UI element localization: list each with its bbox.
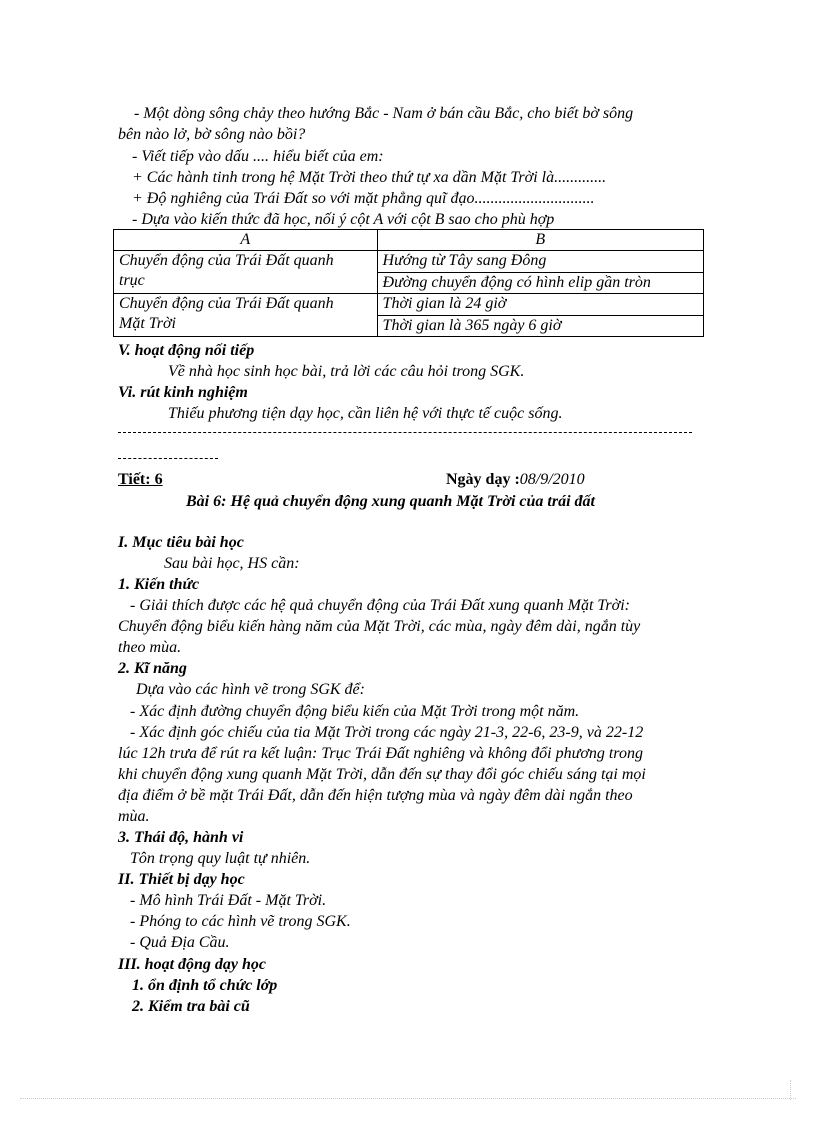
- column-b-header: B: [377, 230, 703, 251]
- column-b-cell: Thời gian là 365 ngày 6 giờ: [377, 315, 703, 337]
- knowledge-line: - Giải thích được các hệ quả chuyển động của Trái Đất xung quanh Mặt Trời:: [130, 597, 630, 614]
- skills-heading: 2. Kĩ năng: [118, 660, 187, 677]
- skills-line: - Xác định góc chiếu của tia Mặt Trời trong các ngày 21-3, 22-6, 23-9, và 22-12: [130, 724, 644, 741]
- question-1-line-2: bên nào lở, bờ sông nào bồi?: [118, 126, 306, 143]
- column-a-header: A: [114, 230, 378, 251]
- section-vi-text: Thiếu phương tiện dạy học, cần liên hệ với thực tế cuộc sống.: [168, 405, 563, 422]
- table-row: [114, 294, 704, 316]
- equipment-line: - Phóng to các hình vẽ trong SGK.: [130, 913, 351, 930]
- question-3: - Dựa vào kiến thức đã học, nối ý cột A với cột B sao cho phù hợp: [132, 211, 555, 228]
- page-footer-border: [20, 1098, 796, 1099]
- dashed-divider: [118, 432, 692, 433]
- skills-line: mùa.: [118, 808, 150, 825]
- knowledge-heading: 1. Kiến thức: [118, 576, 200, 593]
- page-corner-border: [790, 1080, 791, 1100]
- table-row: [114, 251, 704, 273]
- equipment-heading: II. Thiết bị dạy học: [118, 871, 245, 888]
- cell-line: Mặt Trời: [119, 315, 176, 332]
- column-b-cell: Hướng từ Tây sang Đông: [377, 251, 703, 273]
- question-2b: + Độ nghiêng của Trái Đất so với mặt phẳng quĩ đạo..............................: [132, 190, 595, 207]
- skills-line: khi chuyển động xung quanh Mặt Trời, dẫn đến sự thay đổi góc chiếu sáng tại mọi: [118, 766, 646, 783]
- objectives-intro: Sau bài học, HS cần:: [164, 555, 300, 572]
- question-1-line-1: - Một dòng sông chảy theo hướng Bắc - Nam ở bán cầu Bắc, cho biết bờ sông: [134, 105, 634, 122]
- equipment-line: - Quả Địa Cầu.: [130, 934, 230, 951]
- cell-line: trục: [119, 272, 145, 289]
- question-2a: + Các hành tinh trong hệ Mặt Trời theo thứ tự xa dần Mặt Trời là.............: [132, 169, 607, 186]
- question-2: - Viết tiếp vào dấu .... hiểu biết của em:: [132, 148, 384, 165]
- knowledge-line: Chuyển động biểu kiến hàng năm của Mặt Trời, các mùa, ngày đêm dài, ngắn tùy: [118, 618, 641, 635]
- skills-line: lúc 12h trưa để rút ra kết luận: Trục Trái Đất nghiêng và không đổi phương trong: [118, 745, 643, 762]
- column-a-cell: [114, 251, 378, 294]
- activities-step-2: 2. Kiểm tra bài cũ: [132, 998, 250, 1015]
- matching-table: [113, 229, 704, 337]
- skills-line: Dựa vào các hình vẽ trong SGK để:: [136, 681, 365, 698]
- activities-step-1: 1. ổn định tổ chức lớp: [132, 977, 278, 994]
- skills-line: địa điểm ở bề mặt Trái Đất, dẫn đến hiện tượng mùa và ngày đêm dài ngắn theo: [118, 787, 633, 804]
- attitude-line: Tôn trọng quy luật tự nhiên.: [130, 850, 311, 867]
- section-v-text: Về nhà học sinh học bài, trả lời các câu hỏi trong SGK.: [168, 363, 525, 380]
- cell-line: Chuyển động của Trái Đất quanh: [119, 252, 334, 269]
- lesson-title: Bài 6: Hệ quả chuyển động xung quanh Mặt Trời của trái đất: [186, 493, 595, 510]
- section-vi-heading: Vi. rút kinh nghiệm: [118, 384, 248, 401]
- lesson-number: Tiết: 6: [118, 471, 163, 488]
- table-header-row: [114, 230, 704, 251]
- knowledge-line: theo mùa.: [118, 639, 182, 656]
- attitude-heading: 3. Thái độ, hành vi: [118, 829, 244, 846]
- equipment-line: - Mô hình Trái Đất - Mặt Trời.: [130, 892, 327, 909]
- objectives-heading: I. Mục tiêu bài học: [118, 534, 244, 551]
- dashed-divider-short: [118, 458, 218, 459]
- column-b-cell: Thời gian là 24 giờ: [377, 294, 703, 316]
- section-v-heading: V. hoạt động nối tiếp: [118, 342, 255, 359]
- column-b-cell: Đường chuyển động có hình elip gần tròn: [377, 272, 703, 294]
- teaching-date: [446, 470, 585, 490]
- activities-heading: III. hoạt động dạy học: [118, 956, 267, 973]
- teaching-date-value: 08/9/2010: [519, 471, 585, 488]
- column-a-cell: [114, 294, 378, 337]
- teaching-date-label: Ngày dạy :: [446, 471, 520, 488]
- skills-line: - Xác định đường chuyển động biểu kiến của Mặt Trời trong một năm.: [130, 703, 580, 720]
- cell-line: Chuyển động của Trái Đất quanh: [119, 295, 334, 312]
